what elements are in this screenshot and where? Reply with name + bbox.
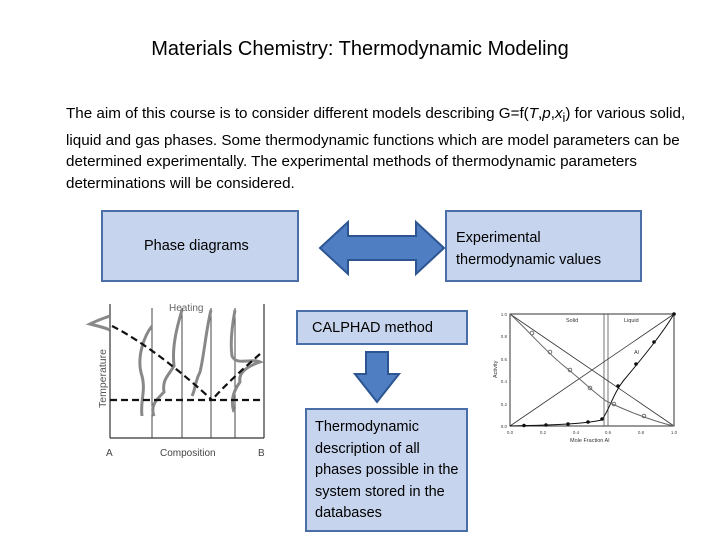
- phase-diagrams-box: [101, 210, 299, 282]
- solid-region-label: Solid: [566, 318, 579, 324]
- al-data-points: [522, 312, 676, 427]
- x-tick: 1.0: [670, 430, 678, 435]
- intro-paragraph: The aim of this course is to consider different models describing $G=f(T,p,x_i)$ for various solid, liquid and gas phases. Some thermodynamic functions which are model parameters can be determined experimentally. The experimental methods of thermodynamic parameters determinations will be considered.: [66, 105, 686, 192]
- database-label: Thermodynamic description of all phases possible in the system stored in the databases: [315, 419, 459, 521]
- x-tick: 0.2: [539, 430, 547, 435]
- x-tick: 0.0: [506, 430, 514, 435]
- intro-var-t: T: [528, 105, 539, 122]
- activity-plot-figure: [484, 306, 684, 446]
- intro-var-p: p: [542, 105, 551, 122]
- phase-boundary-lines: [110, 326, 264, 400]
- intro-subscript: i: [562, 111, 566, 126]
- database-box: [305, 408, 468, 532]
- phase-diagrams-label: Phase diagrams: [144, 238, 249, 254]
- y-tick: 1.0: [500, 312, 507, 317]
- x-tick: 0.8: [637, 430, 645, 435]
- y-tick: 0.4: [500, 379, 507, 384]
- heating-curves-figure: [84, 296, 280, 462]
- al-series-label: Al: [634, 350, 639, 356]
- intro-text-start: The aim of this course is to consider different models describing G=f(: [66, 105, 529, 122]
- y-tick-labels: [501, 312, 508, 429]
- experimental-values-label: Experimental thermodynamic values: [456, 230, 602, 268]
- intro-text-end: ) for various solid, liquid and gas phases. Some thermodynamic functions which are model parameters can be determined experimentally. The experimental methods of thermodynamic parameters determinations will be considered.: [66, 105, 686, 192]
- x-tick: 0.6: [604, 430, 612, 435]
- liquid-region-label: Liquid: [624, 318, 639, 324]
- activity-axis-label: Activity: [493, 360, 499, 378]
- end-label-b: B: [258, 448, 265, 459]
- calphad-label: CALPHAD method: [312, 319, 433, 336]
- x-tick-labels: [507, 430, 678, 435]
- x-tick: 0.4: [572, 430, 580, 435]
- down-arrow-icon: [353, 350, 401, 404]
- composition-axis-label: Composition: [160, 448, 216, 459]
- y-tick: 0.2: [500, 402, 507, 407]
- y-tick: 0.6: [500, 357, 507, 362]
- intro-var-x: x: [554, 105, 563, 122]
- double-arrow-icon: [318, 218, 446, 278]
- y-tick: 0.0: [500, 424, 507, 429]
- vertical-time-axes: [152, 308, 235, 438]
- mole-fraction-axis-label: Mole Fraction Al: [570, 438, 610, 444]
- slide-title: Materials Chemistry: Thermodynamic Modeling: [151, 38, 569, 60]
- y-tick: 0.8: [500, 334, 507, 339]
- calphad-box: [296, 310, 468, 345]
- heating-label: Heating: [169, 303, 204, 314]
- end-label-a: A: [106, 448, 113, 459]
- temperature-axis-label: Temperature: [97, 349, 109, 408]
- experimental-values-box: [445, 210, 642, 282]
